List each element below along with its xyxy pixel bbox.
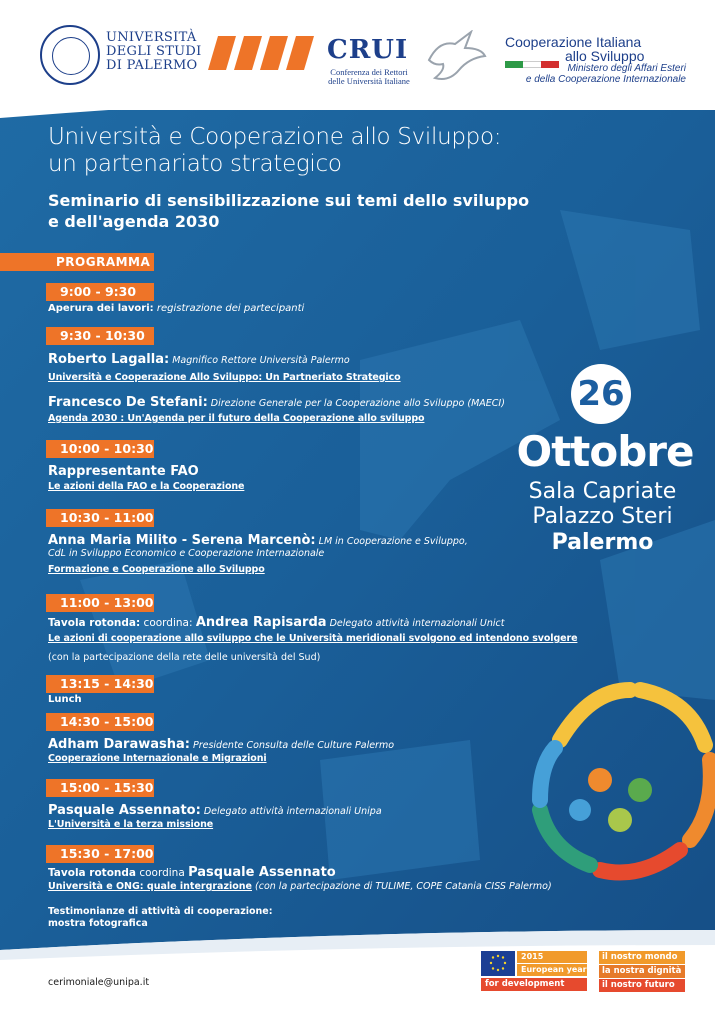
speaker-name: Francesco De Stefani: (48, 395, 208, 410)
speaker (48, 803, 382, 819)
closing-line-2: mostra fotografica (48, 918, 148, 929)
speaker-name: Pasquale Assennato (188, 865, 336, 880)
coop-title: Cooperazione Italiana (505, 34, 642, 50)
speaker-name: Andrea Rapisarda (195, 615, 327, 630)
talk-topic-line (48, 881, 552, 893)
coop-ministry (496, 63, 686, 85)
speaker-name: Anna Maria Milito - Serena Marcenò: (48, 533, 316, 548)
coop-title-2: allo Sviluppo (565, 48, 645, 64)
eu-development: for development (481, 978, 587, 991)
slogan-line-1: il nostro mondo (599, 951, 685, 964)
session-time: 15:00 - 15:30 (46, 779, 154, 797)
talk-topic: Le azioni della FAO e la Cooperazione (48, 481, 245, 492)
slogan-line-3: il nostro futuro (599, 979, 685, 992)
italian-flag-icon (505, 53, 559, 60)
speaker-name: Pasquale Assennato: (48, 803, 201, 818)
unipa-line-1: UNIVERSITÀ (106, 30, 197, 45)
roundtable (48, 865, 336, 881)
speaker-role: LM in Cooperazione e Sviluppo, (315, 536, 468, 547)
crui-diamonds-icon (208, 36, 316, 70)
roundtable-coord: coordina (136, 867, 189, 879)
talk-topic: Cooperazione Internazionale e Migrazioni (48, 753, 267, 764)
session-time: 13:15 - 14:30 (46, 675, 154, 693)
roundtable-label: Tavola rotonda (48, 867, 136, 879)
talk-topic: L'Università e la terza missione (48, 819, 214, 830)
session-time: 14:30 - 15:00 (46, 713, 154, 731)
page-subtitle (48, 190, 608, 232)
subtitle-line-2: e dell'agenda 2030 (48, 212, 220, 231)
title-line-1: Università e Cooperazione allo Sviluppo: (48, 124, 502, 150)
crui-subtitle (323, 68, 415, 86)
contact-email[interactable]: cerimoniale@unipa.it (48, 977, 150, 988)
speaker (48, 352, 350, 368)
session-time: 15:30 - 17:00 (46, 845, 154, 863)
venue-city: Palermo (551, 530, 654, 555)
date-day: 26 (571, 364, 631, 424)
talk-topic: Università e Cooperazione Allo Sviluppo: Un Partneriato Strategico (48, 372, 401, 383)
session-text: Lunch (48, 694, 82, 705)
speaker (48, 395, 505, 411)
page-title (48, 124, 648, 178)
roundtable-coord: coordina: (140, 617, 196, 629)
speaker-role: Presidente Consulta delle Culture Palermo (189, 740, 395, 751)
coop-ministry-line-2: e della Cooperazione Internazionale (525, 74, 686, 85)
talk-topic: Agenda 2030 : Un'Agenda per il futuro della Cooperazione allo sviluppo (48, 413, 425, 424)
session-time: 11:00 - 13:00 (46, 594, 154, 612)
coop-ministry-line-1: Ministero degli Affari Esteri (567, 63, 686, 74)
speaker (48, 737, 394, 753)
talk-topic: Le azioni di cooperazione allo sviluppo che le Università meridionali svolgono ed intendono svolgere (48, 633, 578, 644)
session-time: 9:00 - 9:30 (46, 283, 154, 301)
speaker-name: Roberto Lagalla: (48, 352, 170, 367)
speaker-role: Delegato attività internazionali Unict (326, 618, 505, 629)
venue-line-1: Sala Capriate (528, 479, 677, 504)
unipa-seal-logo (40, 25, 100, 85)
crui-title: CRUI (327, 35, 409, 65)
slogan-line-2: la nostra dignità (599, 965, 685, 978)
speaker-role: Delegato attività internazionali Unipa (200, 806, 382, 817)
dove-icon (425, 30, 487, 82)
crui-sub-line-2: delle Università Italiane (328, 76, 410, 86)
session-text-bold: Aperura dei lavori: (48, 303, 154, 314)
venue-line-2: Palazzo Steri (532, 504, 673, 529)
roundtable-label: Tavola rotonda: (48, 617, 141, 629)
talk-topic: Università e ONG: quale intergrazione (48, 881, 252, 892)
date-month: Ottobre (516, 427, 694, 476)
session-time: 10:00 - 10:30 (46, 440, 154, 458)
session-time: 10:30 - 11:00 (46, 509, 154, 527)
eu-label: European year (517, 964, 587, 976)
closing-line-1: Testimonianze di attività di cooperazione: (48, 906, 273, 917)
programma-label: PROGRAMMA (0, 253, 154, 271)
speaker (48, 533, 468, 549)
speaker-role: Direzione Generale per la Cooperazione allo Sviluppo (MAECI) (207, 398, 505, 409)
unipa-line-3: DI PALERMO (106, 58, 198, 73)
crui-sub-line-1: Conferenza dei Rettori (330, 67, 408, 77)
session-time: 9:30 - 10:30 (46, 327, 154, 345)
roundtable (48, 615, 504, 631)
title-line-2: un partenariato strategico (48, 151, 342, 177)
unipa-name (106, 31, 206, 73)
session-note: (con la partecipazione di TULIME, COPE Catania CISS Palermo) (252, 881, 552, 892)
session-text (48, 303, 304, 315)
subtitle-line-1: Seminario di sensibilizzazione sui temi dello sviluppo (48, 191, 530, 210)
session-text-italic: registrazione dei partecipanti (153, 303, 305, 314)
speaker-role-2: CdL in Sviluppo Economico e Cooperazione Internazionale (48, 548, 325, 559)
speaker-role: Magnifico Rettore Università Palermo (169, 355, 350, 366)
eu-year: 2015 (517, 951, 587, 963)
eu-flag-icon (481, 951, 515, 976)
speaker-name: Rappresentante FAO (48, 464, 199, 479)
header (0, 0, 715, 110)
unipa-line-2: DEGLI STUDI (106, 44, 202, 59)
session-note: (con la partecipazione della rete delle università del Sud) (48, 652, 321, 663)
speaker-name: Adham Darawasha: (48, 737, 190, 752)
talk-topic: Formazione e Cooperazione allo Sviluppo (48, 564, 265, 575)
